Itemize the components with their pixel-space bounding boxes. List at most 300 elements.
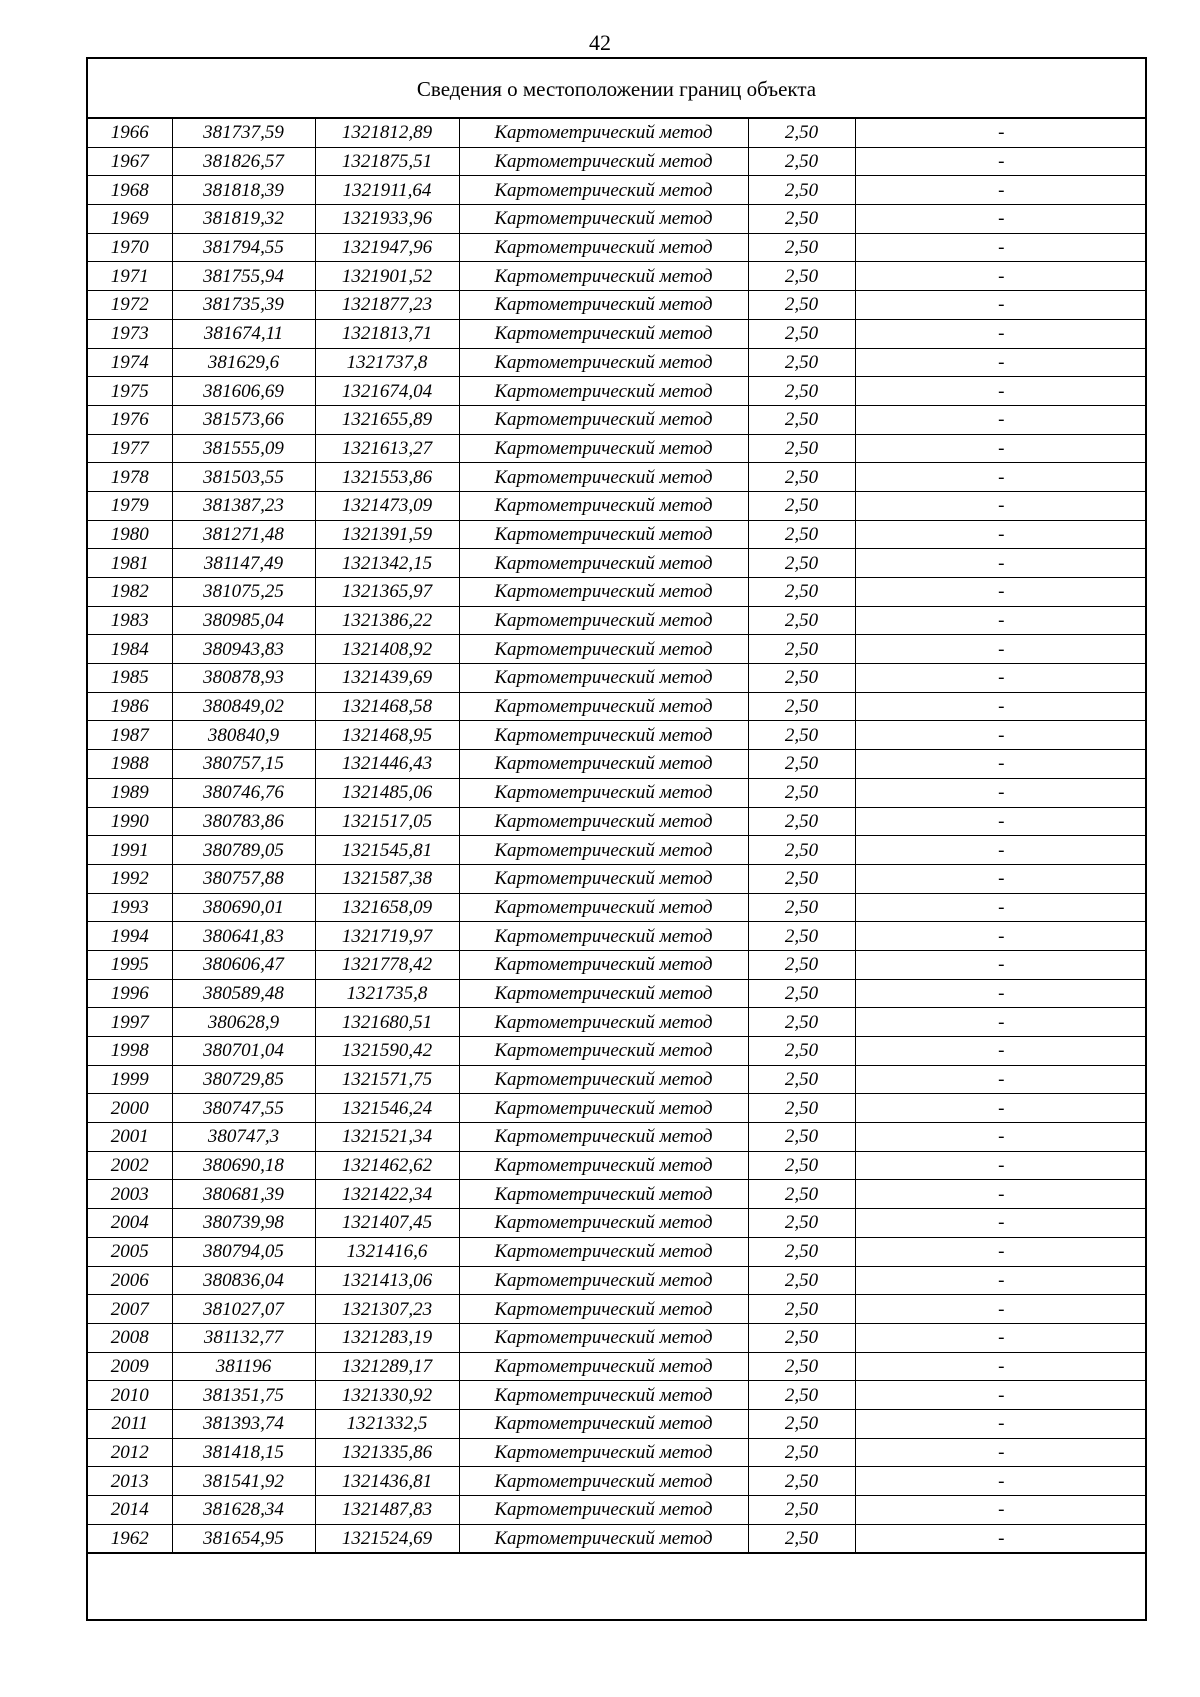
accuracy-cell: 2,50 [748,262,855,291]
table-row [88,176,1147,205]
table-row [88,606,1147,635]
point-number-cell: 1981 [88,549,172,578]
note-cell: - [855,922,1147,951]
x-coordinate-cell: 380747,55 [172,1094,315,1123]
method-cell: Картометрический метод [459,549,748,578]
accuracy-cell: 2,50 [748,520,855,549]
note-cell: - [855,1409,1147,1438]
table-row [88,864,1147,893]
y-coordinate-cell: 1321386,22 [315,606,459,635]
y-coordinate-cell: 1321517,05 [315,807,459,836]
page-number: 42 [589,30,611,55]
y-coordinate-cell: 1321439,69 [315,664,459,693]
y-coordinate-cell: 1321408,92 [315,635,459,664]
x-coordinate-cell: 381387,23 [172,491,315,520]
point-number-cell: 1970 [88,233,172,262]
x-coordinate-cell: 380849,02 [172,692,315,721]
accuracy-cell: 2,50 [748,205,855,234]
table-row [88,377,1147,406]
method-cell: Картометрический метод [459,1352,748,1381]
accuracy-cell: 2,50 [748,291,855,320]
y-coordinate-cell: 1321330,92 [315,1381,459,1410]
note-cell: - [855,1524,1147,1553]
method-cell: Картометрический метод [459,319,748,348]
note-cell: - [855,1352,1147,1381]
method-cell: Картометрический метод [459,262,748,291]
x-coordinate-cell: 381132,77 [172,1323,315,1352]
accuracy-cell: 2,50 [748,1209,855,1238]
point-number-cell: 1988 [88,750,172,779]
accuracy-cell: 2,50 [748,119,855,147]
table-row [88,807,1147,836]
point-number-cell: 1986 [88,692,172,721]
table-row [88,950,1147,979]
point-number-cell: 2011 [88,1409,172,1438]
x-coordinate-cell: 381735,39 [172,291,315,320]
y-coordinate-cell: 1321422,34 [315,1180,459,1209]
point-number-cell: 1969 [88,205,172,234]
point-number-cell: 1990 [88,807,172,836]
point-number-cell: 1968 [88,176,172,205]
x-coordinate-cell: 380794,05 [172,1237,315,1266]
accuracy-cell: 2,50 [748,922,855,951]
y-coordinate-cell: 1321546,24 [315,1094,459,1123]
x-coordinate-cell: 380985,04 [172,606,315,635]
table-row [88,750,1147,779]
accuracy-cell: 2,50 [748,1037,855,1066]
accuracy-cell: 2,50 [748,664,855,693]
method-cell: Картометрический метод [459,922,748,951]
x-coordinate-cell: 381818,39 [172,176,315,205]
point-number-cell: 1989 [88,778,172,807]
note-cell: - [855,262,1147,291]
table-row [88,1151,1147,1180]
note-cell: - [855,1151,1147,1180]
method-cell: Картометрический метод [459,1295,748,1324]
coordinates-table-body [88,119,1147,1553]
point-number-cell: 2014 [88,1496,172,1525]
y-coordinate-cell: 1321332,5 [315,1409,459,1438]
x-coordinate-cell: 380690,01 [172,893,315,922]
method-cell: Картометрический метод [459,1065,748,1094]
method-cell: Картометрический метод [459,176,748,205]
note-cell: - [855,1323,1147,1352]
point-number-cell: 1973 [88,319,172,348]
table-row [88,1438,1147,1467]
table-row [88,348,1147,377]
method-cell: Картометрический метод [459,893,748,922]
point-number-cell: 1985 [88,664,172,693]
accuracy-cell: 2,50 [748,721,855,750]
note-cell: - [855,1209,1147,1238]
method-cell: Картометрический метод [459,1180,748,1209]
table-row [88,1065,1147,1094]
accuracy-cell: 2,50 [748,319,855,348]
x-coordinate-cell: 380789,05 [172,836,315,865]
boundary-table-frame [86,57,1147,1621]
table-row [88,836,1147,865]
accuracy-cell: 2,50 [748,836,855,865]
y-coordinate-cell: 1321680,51 [315,1008,459,1037]
note-cell: - [855,119,1147,147]
accuracy-cell: 2,50 [748,405,855,434]
point-number-cell: 1995 [88,950,172,979]
note-cell: - [855,893,1147,922]
x-coordinate-cell: 381629,6 [172,348,315,377]
y-coordinate-cell: 1321587,38 [315,864,459,893]
accuracy-cell: 2,50 [748,864,855,893]
table-row [88,1352,1147,1381]
accuracy-cell: 2,50 [748,549,855,578]
point-number-cell: 2000 [88,1094,172,1123]
y-coordinate-cell: 1321335,86 [315,1438,459,1467]
note-cell: - [855,1381,1147,1410]
method-cell: Картометрический метод [459,1496,748,1525]
accuracy-cell: 2,50 [748,807,855,836]
point-number-cell: 1980 [88,520,172,549]
table-row [88,291,1147,320]
table-row [88,1180,1147,1209]
y-coordinate-cell: 1321655,89 [315,405,459,434]
method-cell: Картометрический метод [459,348,748,377]
method-cell: Картометрический метод [459,1237,748,1266]
point-number-cell: 2006 [88,1266,172,1295]
note-cell: - [855,578,1147,607]
accuracy-cell: 2,50 [748,1323,855,1352]
x-coordinate-cell: 381503,55 [172,463,315,492]
note-cell: - [855,1094,1147,1123]
note-cell: - [855,176,1147,205]
y-coordinate-cell: 1321413,06 [315,1266,459,1295]
y-coordinate-cell: 1321719,97 [315,922,459,951]
y-coordinate-cell: 1321446,43 [315,750,459,779]
note-cell: - [855,836,1147,865]
note-cell: - [855,664,1147,693]
note-cell: - [855,1467,1147,1496]
method-cell: Картометрический метод [459,1008,748,1037]
x-coordinate-cell: 381393,74 [172,1409,315,1438]
y-coordinate-cell: 1321911,64 [315,176,459,205]
accuracy-cell: 2,50 [748,578,855,607]
table-row [88,635,1147,664]
accuracy-cell: 2,50 [748,377,855,406]
table-row [88,262,1147,291]
point-number-cell: 2009 [88,1352,172,1381]
point-number-cell: 1971 [88,262,172,291]
method-cell: Картометрический метод [459,721,748,750]
point-number-cell: 1996 [88,979,172,1008]
point-number-cell: 1974 [88,348,172,377]
note-cell: - [855,778,1147,807]
table-row [88,520,1147,549]
accuracy-cell: 2,50 [748,463,855,492]
table-row [88,147,1147,176]
point-number-cell: 1972 [88,291,172,320]
note-cell: - [855,549,1147,578]
note-cell: - [855,205,1147,234]
note-cell: - [855,319,1147,348]
y-coordinate-cell: 1321524,69 [315,1524,459,1553]
note-cell: - [855,348,1147,377]
y-coordinate-cell: 1321473,09 [315,491,459,520]
method-cell: Картометрический метод [459,434,748,463]
point-number-cell: 1962 [88,1524,172,1553]
x-coordinate-cell: 380757,88 [172,864,315,893]
point-number-cell: 1976 [88,405,172,434]
note-cell: - [855,950,1147,979]
table-row [88,578,1147,607]
method-cell: Картометрический метод [459,1524,748,1553]
method-cell: Картометрический метод [459,233,748,262]
y-coordinate-cell: 1321468,95 [315,721,459,750]
accuracy-cell: 2,50 [748,491,855,520]
note-cell: - [855,1266,1147,1295]
table-row [88,1524,1147,1553]
table-row [88,1209,1147,1238]
table-row [88,893,1147,922]
accuracy-cell: 2,50 [748,692,855,721]
table-row [88,1467,1147,1496]
accuracy-cell: 2,50 [748,979,855,1008]
method-cell: Картометрический метод [459,1409,748,1438]
x-coordinate-cell: 380606,47 [172,950,315,979]
table-row [88,1295,1147,1324]
x-coordinate-cell: 380641,83 [172,922,315,951]
method-cell: Картометрический метод [459,778,748,807]
x-coordinate-cell: 380747,3 [172,1123,315,1152]
accuracy-cell: 2,50 [748,1180,855,1209]
coordinates-table [88,119,1147,1553]
point-number-cell: 2002 [88,1151,172,1180]
x-coordinate-cell: 381755,94 [172,262,315,291]
method-cell: Картометрический метод [459,864,748,893]
table-row [88,1409,1147,1438]
point-number-cell: 1982 [88,578,172,607]
x-coordinate-cell: 380729,85 [172,1065,315,1094]
point-number-cell: 2013 [88,1467,172,1496]
table-row [88,434,1147,463]
accuracy-cell: 2,50 [748,606,855,635]
method-cell: Картометрический метод [459,377,748,406]
x-coordinate-cell: 380836,04 [172,1266,315,1295]
method-cell: Картометрический метод [459,1266,748,1295]
note-cell: - [855,520,1147,549]
table-row [88,463,1147,492]
accuracy-cell: 2,50 [748,893,855,922]
x-coordinate-cell: 381794,55 [172,233,315,262]
y-coordinate-cell: 1321812,89 [315,119,459,147]
accuracy-cell: 2,50 [748,750,855,779]
table-row [88,1123,1147,1152]
y-coordinate-cell: 1321365,97 [315,578,459,607]
method-cell: Картометрический метод [459,205,748,234]
x-coordinate-cell: 381606,69 [172,377,315,406]
y-coordinate-cell: 1321307,23 [315,1295,459,1324]
point-number-cell: 1975 [88,377,172,406]
x-coordinate-cell: 380681,39 [172,1180,315,1209]
y-coordinate-cell: 1321436,81 [315,1467,459,1496]
note-cell: - [855,692,1147,721]
note-cell: - [855,1123,1147,1152]
method-cell: Картометрический метод [459,606,748,635]
point-number-cell: 2003 [88,1180,172,1209]
note-cell: - [855,1295,1147,1324]
method-cell: Картометрический метод [459,291,748,320]
table-row [88,664,1147,693]
accuracy-cell: 2,50 [748,1123,855,1152]
table-footer-row [88,1553,1145,1577]
table-row [88,1008,1147,1037]
table-row [88,1496,1147,1525]
table-row [88,549,1147,578]
note-cell: - [855,147,1147,176]
table-title: Сведения о местоположении границ объекта [88,59,1145,119]
note-cell: - [855,491,1147,520]
point-number-cell: 1977 [88,434,172,463]
point-number-cell: 1966 [88,119,172,147]
note-cell: - [855,405,1147,434]
method-cell: Картометрический метод [459,1323,748,1352]
method-cell: Картометрический метод [459,1037,748,1066]
x-coordinate-cell: 381674,11 [172,319,315,348]
y-coordinate-cell: 1321289,17 [315,1352,459,1381]
accuracy-cell: 2,50 [748,348,855,377]
point-number-cell: 1994 [88,922,172,951]
x-coordinate-cell: 380746,76 [172,778,315,807]
method-cell: Картометрический метод [459,836,748,865]
method-cell: Картометрический метод [459,807,748,836]
x-coordinate-cell: 381075,25 [172,578,315,607]
note-cell: - [855,606,1147,635]
y-coordinate-cell: 1321933,96 [315,205,459,234]
x-coordinate-cell: 381196 [172,1352,315,1381]
accuracy-cell: 2,50 [748,950,855,979]
x-coordinate-cell: 381819,32 [172,205,315,234]
method-cell: Картометрический метод [459,750,748,779]
accuracy-cell: 2,50 [748,176,855,205]
table-row [88,1037,1147,1066]
y-coordinate-cell: 1321571,75 [315,1065,459,1094]
y-coordinate-cell: 1321416,6 [315,1237,459,1266]
method-cell: Картометрический метод [459,664,748,693]
accuracy-cell: 2,50 [748,434,855,463]
point-number-cell: 1983 [88,606,172,635]
y-coordinate-cell: 1321545,81 [315,836,459,865]
y-coordinate-cell: 1321674,04 [315,377,459,406]
y-coordinate-cell: 1321462,62 [315,1151,459,1180]
x-coordinate-cell: 380783,86 [172,807,315,836]
x-coordinate-cell: 381737,59 [172,119,315,147]
note-cell: - [855,1037,1147,1066]
x-coordinate-cell: 381628,34 [172,1496,315,1525]
point-number-cell: 1998 [88,1037,172,1066]
note-cell: - [855,1008,1147,1037]
y-coordinate-cell: 1321778,42 [315,950,459,979]
y-coordinate-cell: 1321947,96 [315,233,459,262]
accuracy-cell: 2,50 [748,1467,855,1496]
point-number-cell: 1991 [88,836,172,865]
point-number-cell: 2004 [88,1209,172,1238]
point-number-cell: 1992 [88,864,172,893]
y-coordinate-cell: 1321901,52 [315,262,459,291]
x-coordinate-cell: 380690,18 [172,1151,315,1180]
x-coordinate-cell: 380701,04 [172,1037,315,1066]
point-number-cell: 2010 [88,1381,172,1410]
table-row [88,1266,1147,1295]
point-number-cell: 2012 [88,1438,172,1467]
y-coordinate-cell: 1321590,42 [315,1037,459,1066]
note-cell: - [855,807,1147,836]
method-cell: Картометрический метод [459,405,748,434]
method-cell: Картометрический метод [459,1094,748,1123]
method-cell: Картометрический метод [459,578,748,607]
y-coordinate-cell: 1321521,34 [315,1123,459,1152]
y-coordinate-cell: 1321737,8 [315,348,459,377]
note-cell: - [855,721,1147,750]
table-row [88,1237,1147,1266]
x-coordinate-cell: 380757,15 [172,750,315,779]
method-cell: Картометрический метод [459,119,748,147]
table-row [88,721,1147,750]
accuracy-cell: 2,50 [748,1352,855,1381]
x-coordinate-cell: 381351,75 [172,1381,315,1410]
accuracy-cell: 2,50 [748,1381,855,1410]
accuracy-cell: 2,50 [748,1094,855,1123]
point-number-cell: 1999 [88,1065,172,1094]
table-row [88,979,1147,1008]
x-coordinate-cell: 380628,9 [172,1008,315,1037]
method-cell: Картометрический метод [459,1123,748,1152]
note-cell: - [855,291,1147,320]
accuracy-cell: 2,50 [748,778,855,807]
y-coordinate-cell: 1321813,71 [315,319,459,348]
point-number-cell: 1984 [88,635,172,664]
y-coordinate-cell: 1321875,51 [315,147,459,176]
point-number-cell: 1993 [88,893,172,922]
accuracy-cell: 2,50 [748,1438,855,1467]
y-coordinate-cell: 1321485,06 [315,778,459,807]
y-coordinate-cell: 1321342,15 [315,549,459,578]
y-coordinate-cell: 1321658,09 [315,893,459,922]
note-cell: - [855,864,1147,893]
point-number-cell: 2005 [88,1237,172,1266]
x-coordinate-cell: 380878,93 [172,664,315,693]
point-number-cell: 1987 [88,721,172,750]
table-row [88,1381,1147,1410]
y-coordinate-cell: 1321553,86 [315,463,459,492]
table-row [88,405,1147,434]
table-row [88,922,1147,951]
method-cell: Картометрический метод [459,1151,748,1180]
method-cell: Картометрический метод [459,1381,748,1410]
table-row [88,1094,1147,1123]
note-cell: - [855,1496,1147,1525]
point-number-cell: 1997 [88,1008,172,1037]
x-coordinate-cell: 381027,07 [172,1295,315,1324]
point-number-cell: 1978 [88,463,172,492]
note-cell: - [855,979,1147,1008]
x-coordinate-cell: 381826,57 [172,147,315,176]
x-coordinate-cell: 380943,83 [172,635,315,664]
note-cell: - [855,1180,1147,1209]
x-coordinate-cell: 381573,66 [172,405,315,434]
method-cell: Картометрический метод [459,635,748,664]
x-coordinate-cell: 381555,09 [172,434,315,463]
x-coordinate-cell: 381418,15 [172,1438,315,1467]
note-cell: - [855,434,1147,463]
x-coordinate-cell: 380739,98 [172,1209,315,1238]
accuracy-cell: 2,50 [748,1065,855,1094]
